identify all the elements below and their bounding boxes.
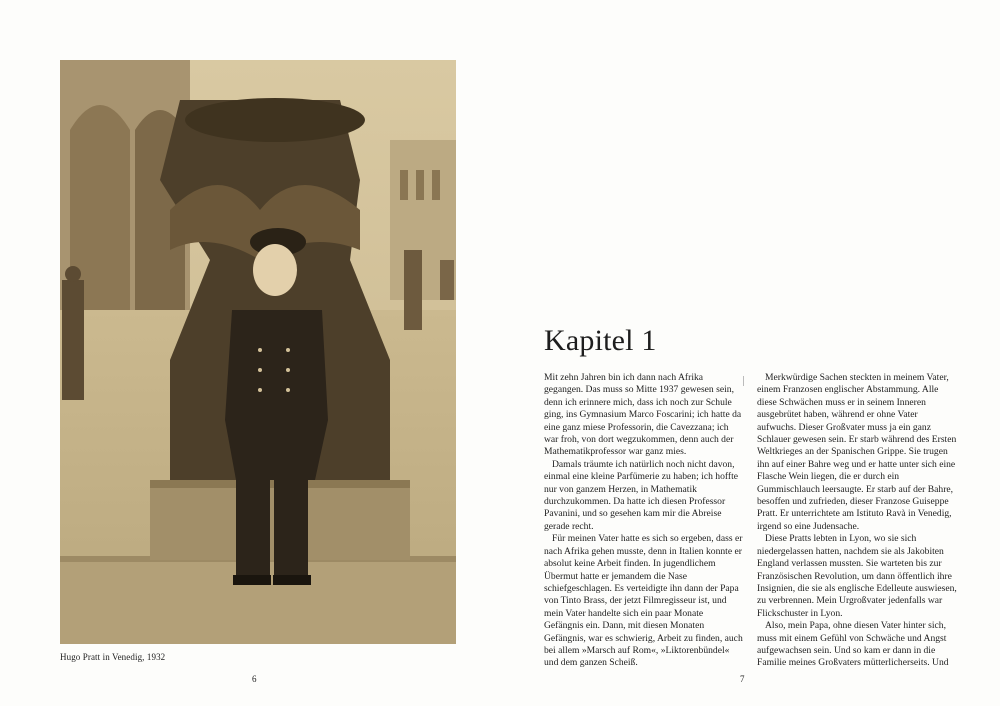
page-number-left: 6: [252, 674, 257, 684]
paragraph: Diese Pratts lebten in Lyon, wo sie sich niedergelassen hatten, nachdem sie als Jakobiten England verlassen mussten. Sie warteten bis zur Französischen Revolution, um dann öffentlich ihre Insignien, die sie als englische Edelleute auswiesen, zu verbrennen. Mein Urgroßvater jedenfalls war Flickschuster in Lyon.: [757, 533, 957, 619]
page-number-right: 7: [740, 674, 745, 684]
paragraph: Mit zehn Jahren bin ich dann nach Afrika gegangen. Das muss so Mitte 1937 gewesen sein, denn ich erinnere mich, dass ich noch zur Schule ging, ins Gymnasium Marco Foscarini; ich hatte da eine ganz miese Professorin, die Cavezzana; ich war froh, von dort wegzukommen, denn auch der Mathematikprofessor war ganz mies.: [544, 372, 742, 458]
text-column-right: [757, 372, 957, 670]
text-column-left: [544, 372, 744, 670]
photo-caption: Hugo Pratt in Venedig, 1932: [60, 652, 166, 662]
paragraph: Also, mein Papa, ohne diesen Vater hinter sich, muss mit einem Gefühl von Schwäche und Angst aufgewachsen sein. Und so kam er dann in die Familie meines Großvaters mütterlicherseits. Und: [757, 620, 949, 669]
paragraph: Merkwürdige Sachen steckten in meinem Vater, einem Franzosen englischer Abstammung. Alle diese Schwächen muss er in seinem Inneren ausgebrütet haben, während er ohne Vater aufwuchs. Dieser Großvater muss ja ein ganz Schlauer gewesen sein. Er starb während des Ersten Weltkrieges an der Spanischen Grippe. Sie trugen ihn auf einer Bahre weg und er hatte unter sich eine Flasche Wein liegen, die er durch ein Gummischlauch leersaugte. Er starb auf der Bahre, besoffen und zufrieden, dieser Franzose Guiseppe Pratt. Er unterrichtete am Istituto Ravà in Venedig, irgend so eine Judensache.: [757, 372, 957, 532]
sepia-photograph: [60, 60, 456, 644]
column-divider: [743, 376, 744, 386]
paragraph: Damals träumte ich natürlich noch nicht davon, einmal eine kleine Parfümerie zu haben; ich hoffte nur von ganzem Herzen, in Mathematik durchzukommen. Da hatte ich diesen Professor Pavanini, und so gesehen kam mir die Abreise gerade recht.: [544, 458, 739, 532]
paragraph: Für meinen Vater hatte es sich so ergeben, dass er nach Afrika gehen musste, denn in Italien konnte er absolut keine Arbeit finden. In jugendlichem Übermut hatte er jemandem die Nase schiefgeschlagen. Es verteidigte ihn dann der Papa von Tinto Brass, der jetzt Filmregisseur ist, und mein Vater handelte sich ein paar Monate Gefängnis ein. Dann, mit diesen Monaten Gefängnis, war es schwierig, Arbeit zu finden, auch bei allem »Marsch auf Rom«, »Liktorenbündel« und dem ganzen Scheiß.: [544, 533, 743, 669]
chapter-title: Kapitel 1: [544, 324, 657, 357]
right-page: [500, 0, 1000, 706]
